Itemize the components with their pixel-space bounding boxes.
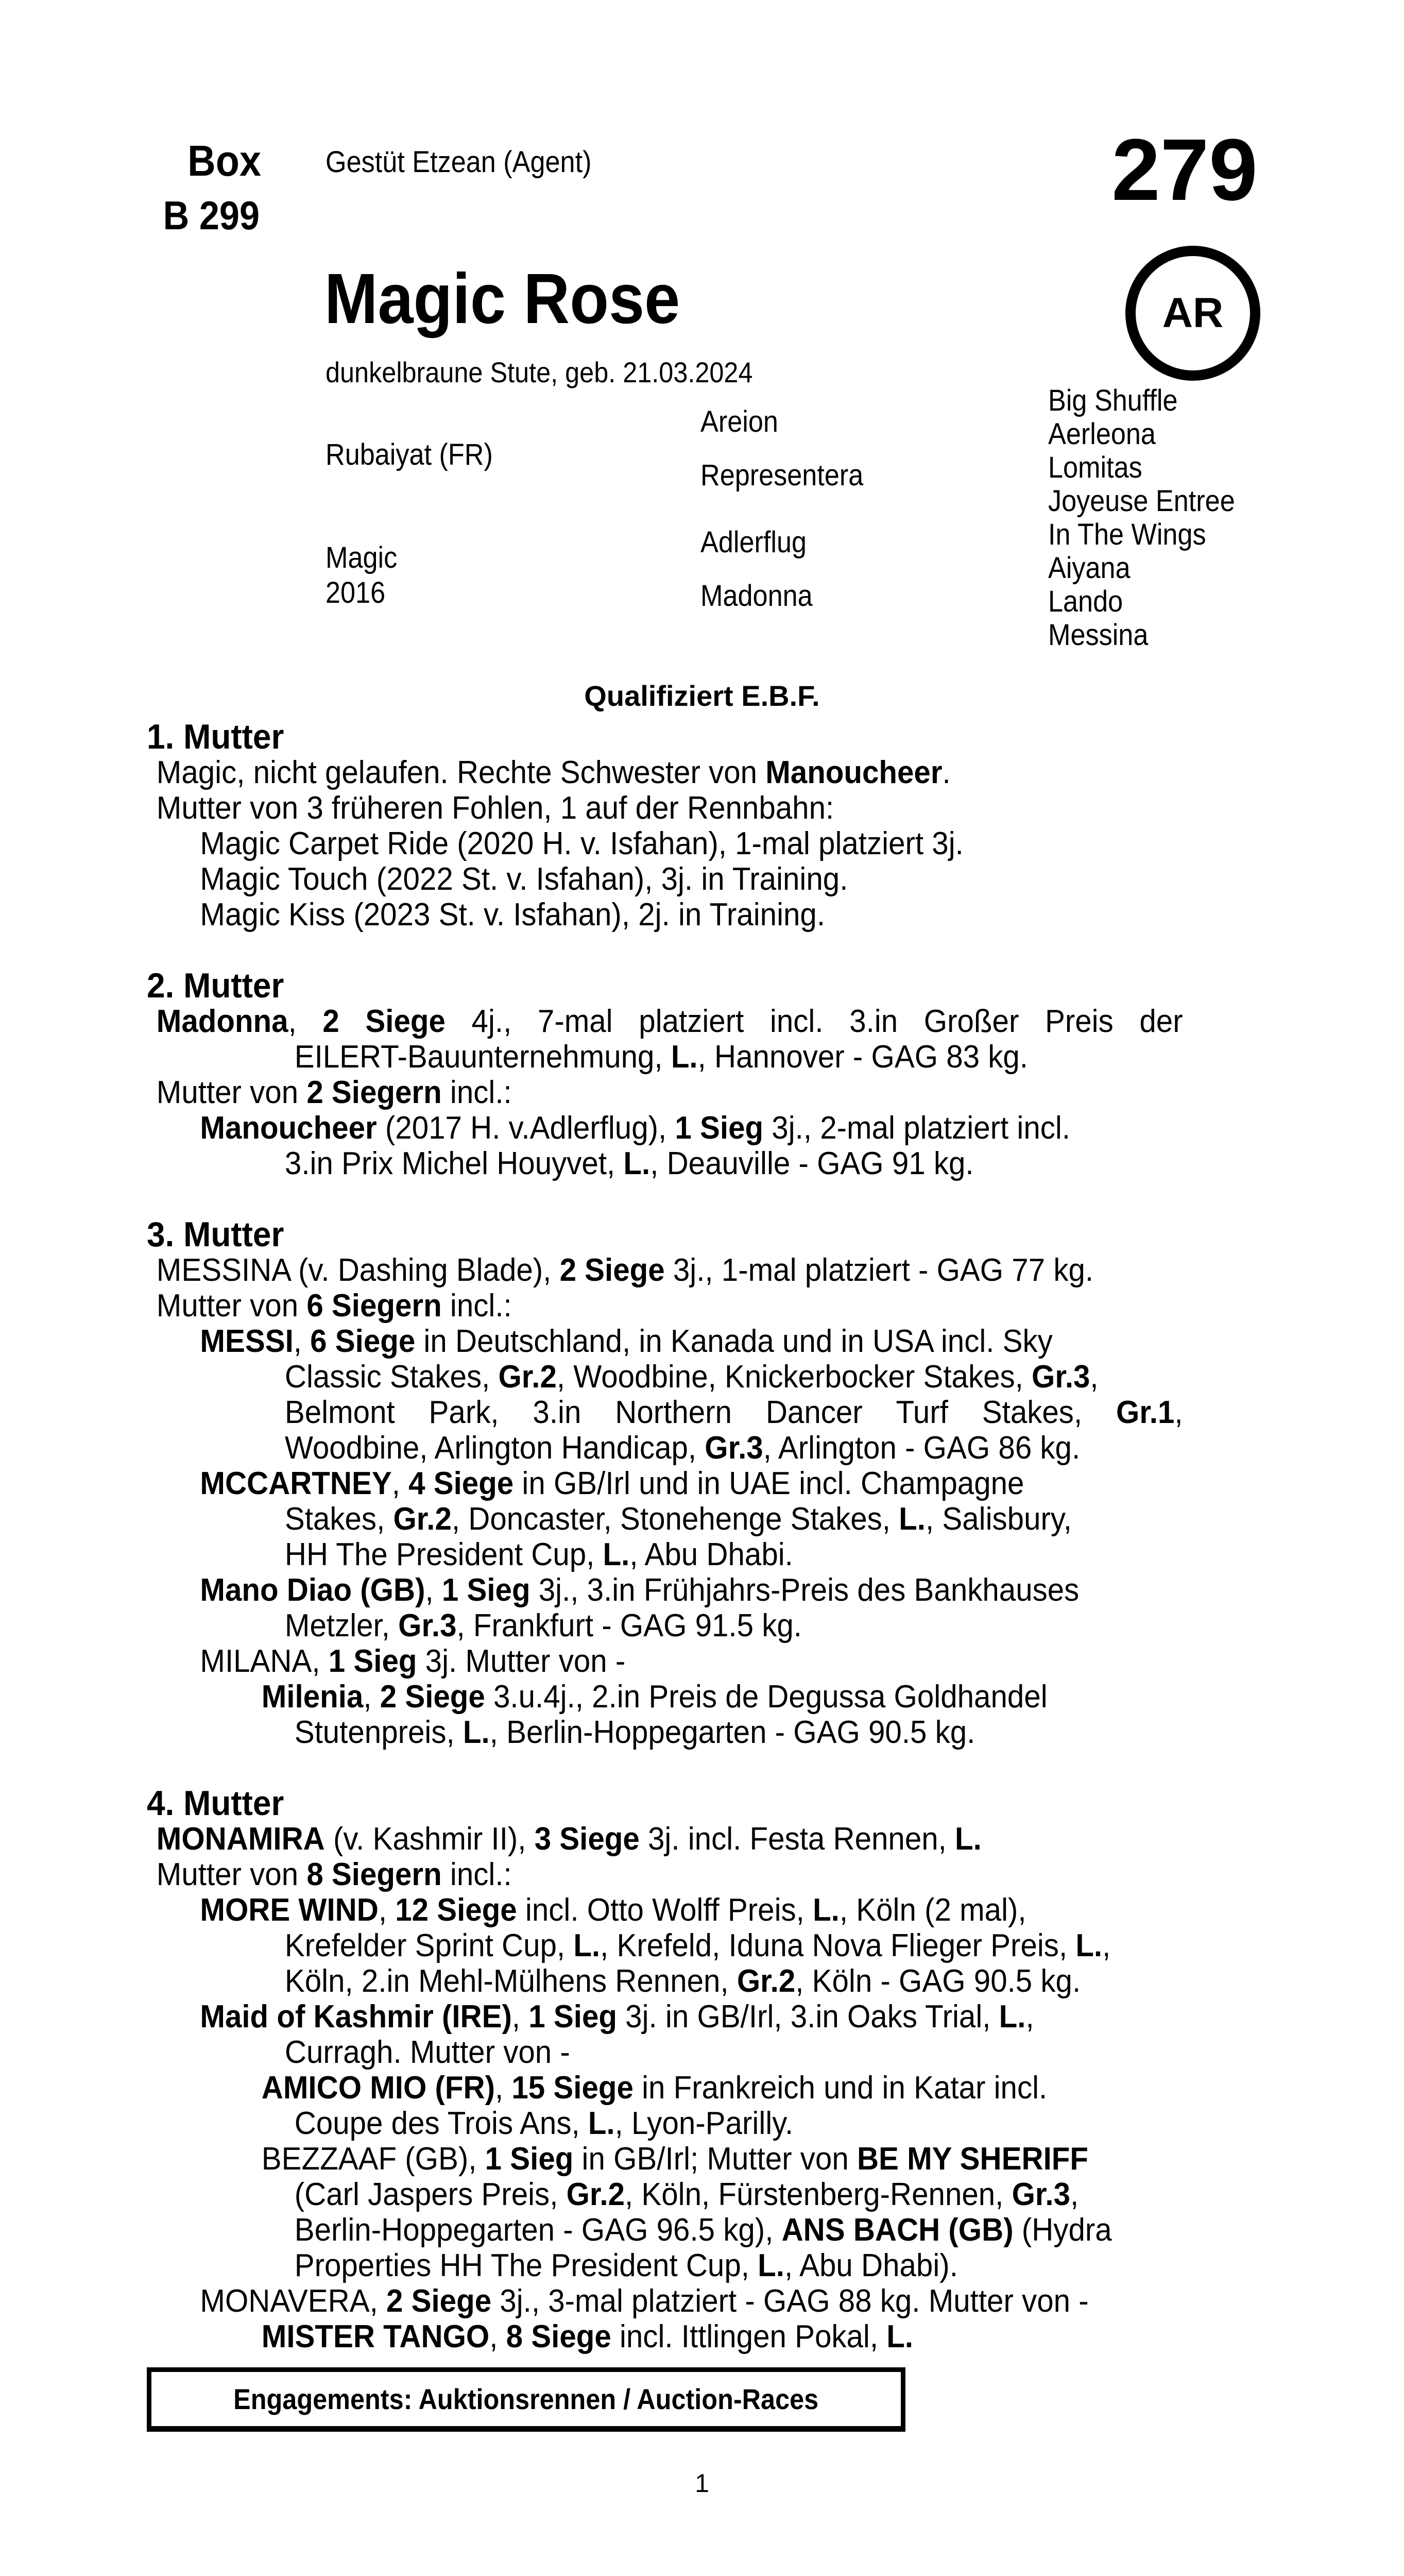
text-run: (v. Kashmir II), (324, 1821, 535, 1857)
bold-run: 1 Sieg (528, 1999, 617, 2035)
text-run: , Hannover - GAG 83 kg. (697, 1039, 1029, 1075)
pedigree-line (147, 2283, 1212, 2319)
pedigree-line (147, 897, 1212, 933)
text-run: (Hydra (1013, 2212, 1112, 2248)
line-text (157, 1004, 1183, 1039)
bold-run: Manoucheer (200, 1110, 377, 1146)
pedigree-grandparent: Representera (700, 459, 864, 492)
line-text (285, 1963, 1081, 1999)
pedigree-line (147, 826, 1212, 861)
text-run: , Salisbury, (925, 1501, 1072, 1537)
pedigree-great-grandparent: Big Shuffle (1048, 384, 1178, 417)
text-run: Coupe des Trois Ans, (294, 2106, 588, 2141)
pedigree-line (147, 1430, 1212, 1466)
line-text (262, 1679, 1048, 1715)
text-run: Stutenpreis, (294, 1715, 463, 1750)
line-text (157, 1857, 512, 1892)
line-text (285, 1146, 974, 1181)
text-run: Mutter von (156, 1288, 307, 1324)
text-run: (Carl Jaspers Preis, (294, 2177, 567, 2212)
text-run: EILERT-Bauunternehmung, (294, 1039, 671, 1075)
pedigree-line (147, 1821, 1212, 1857)
pedigree-grandparent: Adlerflug (700, 526, 807, 559)
pedigree-great-grandparent: Messina (1048, 618, 1149, 652)
box-label: Box (187, 137, 261, 185)
dam-section (147, 1785, 1280, 2354)
line-text (285, 1537, 793, 1572)
bold-run: 1 Sieg (441, 1572, 530, 1608)
pedigree-line (147, 2106, 1212, 2141)
pedigree-great-grandparent: Aerleona (1048, 417, 1156, 451)
female-family-sections (147, 719, 1280, 2389)
line-text (262, 2070, 1047, 2106)
pedigree-line (147, 1572, 1212, 1608)
text-run: Classic Stakes, (284, 1359, 499, 1395)
text-run: , (293, 1324, 311, 1359)
pedigree-line (147, 1288, 1212, 1324)
text-run: 3.u.4j., 2.in Preis de Degussa Goldhandel (485, 1679, 1048, 1715)
line-text (200, 1324, 1052, 1359)
line-text (285, 1608, 802, 1643)
bold-run: Manoucheer (765, 755, 943, 790)
line-text (200, 1466, 1024, 1501)
text-run: incl. Ittlingen Pokal, (611, 2319, 887, 2354)
line-text (157, 790, 834, 826)
bold-run: 2 Siegern (306, 1075, 442, 1110)
bold-run: MISTER TANGO (261, 2319, 490, 2354)
bold-run: Mano Diao (GB) (200, 1572, 425, 1608)
text-run: MESSINA (v. Dashing Blade), (156, 1252, 560, 1288)
text-run: Magic Kiss (2023 St. v. Isfahan), 2j. in Training. (200, 897, 826, 933)
pedigree-line (147, 1715, 1212, 1750)
bold-run: L. (463, 1715, 490, 1750)
text-run: incl.: (441, 1288, 512, 1324)
text-run: Properties HH The President Cup, (294, 2248, 758, 2283)
pedigree-great-grandparent: Lomitas (1048, 451, 1142, 484)
section-heading: 3. Mutter (147, 1215, 284, 1254)
line-text (200, 1572, 1079, 1608)
box-number: B 299 (163, 193, 260, 238)
bold-run: Gr.3 (398, 1608, 457, 1643)
line-text (200, 897, 825, 933)
lot-number: 279 (1111, 121, 1258, 219)
pedigree-line (147, 1146, 1212, 1181)
pedigree-line (147, 1324, 1212, 1359)
text-run: , Krefeld, Iduna Nova Flieger Preis, (600, 1928, 1076, 1963)
line-text (200, 1110, 1070, 1146)
pedigree-line (147, 1466, 1212, 1501)
text-run: Mutter von (156, 1075, 307, 1110)
bold-run: 15 Siege (511, 2070, 633, 2106)
bold-run: 6 Siegern (306, 1288, 442, 1324)
line-text (285, 1501, 1072, 1537)
line-text (200, 1999, 1034, 2035)
bold-run: 2 Siege (322, 1004, 446, 1039)
text-run: BEZZAAF (GB), (261, 2141, 485, 2177)
text-run: , (1174, 1395, 1183, 1430)
line-text (295, 1715, 975, 1750)
bold-run: L. (813, 1892, 840, 1928)
pedigree-line (147, 1075, 1212, 1110)
text-run: (2017 H. v.Adlerflug), (376, 1110, 675, 1146)
text-run: , Arlington - GAG 86 kg. (763, 1430, 1081, 1466)
bold-run: 1 Sieg (675, 1110, 764, 1146)
qualification-note: Qualifiziert E.B.F. (584, 680, 820, 712)
pedigree-line (147, 755, 1212, 790)
bold-run: 8 Siege (506, 2319, 611, 2354)
bold-run: 6 Siege (310, 1324, 416, 1359)
auction-race-badge-icon (1125, 246, 1260, 381)
bold-run: Milenia (261, 1679, 364, 1715)
text-run: Krefelder Sprint Cup, (284, 1928, 574, 1963)
text-run: Curragh. Mutter von - (284, 2035, 570, 2070)
dam-section (147, 1216, 1280, 1750)
text-run: incl.: (441, 1857, 512, 1892)
bold-run: L. (955, 1821, 982, 1857)
line-text (262, 2141, 1088, 2177)
text-run: Mutter von (156, 1857, 307, 1892)
line-text (200, 1643, 625, 1679)
pedigree-line (147, 1359, 1212, 1395)
line-text (200, 826, 963, 861)
pedigree-line (147, 1110, 1212, 1146)
pedigree-line (147, 2035, 1212, 2070)
text-run: , (511, 1999, 529, 2035)
pedigree-line (147, 1501, 1212, 1537)
bold-run: 12 Siege (395, 1892, 517, 1928)
text-run: , Lyon-Parilly. (614, 2106, 794, 2141)
pedigree-great-grandparent: Lando (1048, 585, 1123, 618)
section-heading: 2. Mutter (147, 966, 284, 1005)
line-text (262, 2319, 913, 2354)
text-run: , (1025, 1999, 1034, 2035)
text-run: Mutter von 3 früheren Fohlen, 1 auf der Rennbahn: (156, 790, 834, 826)
section-heading: 1. Mutter (147, 717, 284, 756)
bold-run: L. (1075, 1928, 1103, 1963)
pedigree-line (147, 2070, 1212, 2106)
text-run: , Köln (2 mal), (839, 1892, 1026, 1928)
bold-run: 1 Sieg (328, 1643, 417, 1679)
line-text (295, 2177, 1078, 2212)
bold-run: AMICO MIO (FR) (261, 2070, 495, 2106)
pedigree-line (147, 1004, 1212, 1039)
bold-run: L. (999, 1999, 1026, 2035)
text-run: 3j., 1-mal platziert - GAG 77 kg. (664, 1252, 1094, 1288)
text-run: in GB/Irl; Mutter von (573, 2141, 857, 2177)
bold-run: Gr.1 (1116, 1395, 1175, 1430)
text-run: , Köln, Fürstenberg-Rennen, (624, 2177, 1012, 2212)
agent-name: Gestüt Etzean (Agent) (326, 145, 592, 179)
pedigree-line (147, 1999, 1212, 2035)
pedigree-line (147, 1039, 1212, 1075)
text-run: , (288, 1004, 323, 1039)
bold-run: Gr.3 (1032, 1359, 1090, 1395)
text-run: , (489, 2319, 506, 2354)
line-text (157, 755, 951, 790)
text-run: , Woodbine, Knickerbocker Stakes, (556, 1359, 1032, 1395)
pedigree-great-grandparent: Joyeuse Entree (1048, 484, 1235, 518)
bold-run: Gr.2 (498, 1359, 557, 1395)
bold-run: 2 Siege (559, 1252, 665, 1288)
pedigree-line (147, 1857, 1212, 1892)
text-run: 3j. in GB/Irl, 3.in Oaks Trial, (617, 1999, 999, 2035)
text-run: Woodbine, Arlington Handicap, (284, 1430, 705, 1466)
text-run: Belmont Park, 3.in Northern Dancer Turf Stakes, (284, 1395, 1116, 1430)
text-run: , Berlin-Hoppegarten - GAG 90.5 kg. (489, 1715, 975, 1750)
line-text (285, 2035, 570, 2070)
engagements-label: Engagements: Auktionsrennen / Auction-Races (233, 2383, 819, 2415)
text-run: , (494, 2070, 512, 2106)
bold-run: 3 Siege (534, 1821, 640, 1857)
dam-section (147, 719, 1280, 933)
text-run: , (1102, 1928, 1111, 1963)
bold-run: Gr.2 (566, 2177, 625, 2212)
bold-run: MORE WIND (200, 1892, 379, 1928)
line-text (157, 1821, 982, 1857)
bold-run: MONAMIRA (156, 1821, 325, 1857)
pedigree-line (147, 1252, 1212, 1288)
bold-run: MESSI (200, 1324, 294, 1359)
bold-run: 2 Siege (380, 1679, 485, 1715)
bold-run: 4 Siege (408, 1466, 514, 1501)
line-text (285, 1928, 1110, 1963)
text-run: Köln, 2.in Mehl-Mülhens Rennen, (284, 1963, 737, 1999)
text-run: , Abu Dhabi). (784, 2248, 958, 2283)
text-run: , (391, 1466, 409, 1501)
line-text (200, 2283, 1088, 2319)
line-text (285, 1395, 1183, 1430)
text-run: 4j., 7-mal platziert incl. 3.in Großer Preis der (445, 1004, 1183, 1039)
bold-run: L. (573, 1928, 601, 1963)
line-text (200, 861, 848, 897)
text-run: , (378, 1892, 396, 1928)
line-text (295, 2248, 958, 2283)
bold-run: Gr.2 (737, 1963, 796, 1999)
text-run: 3j. incl. Festa Rennen, (639, 1821, 955, 1857)
horse-name: Magic Rose (324, 259, 680, 338)
line-text (200, 1892, 1026, 1928)
horse-description: dunkelbraune Stute, geb. 21.03.2024 (326, 356, 753, 388)
bold-run: Gr.3 (705, 1430, 763, 1466)
pedigree-line (147, 1608, 1212, 1643)
text-run: , Frankfurt - GAG 91.5 kg. (456, 1608, 802, 1643)
pedigree-sire: Rubaiyat (FR) (326, 438, 493, 471)
pedigree-line (147, 2248, 1212, 2283)
text-run: , Abu Dhabi. (629, 1537, 793, 1572)
line-text (295, 1039, 1028, 1075)
text-run: , (1090, 1359, 1099, 1395)
bold-run: L. (623, 1146, 650, 1181)
text-run: Metzler, (284, 1608, 399, 1643)
pedigree-great-grandparent: Aiyana (1048, 551, 1131, 585)
text-run: , (363, 1679, 380, 1715)
line-text (295, 2106, 794, 2141)
text-run: 3j., 3.in Frühjahrs-Preis des Bankhauses (530, 1572, 1080, 1608)
bold-run: Gr.3 (1012, 2177, 1070, 2212)
text-run: in Deutschland, in Kanada und in USA incl. Sky (415, 1324, 1053, 1359)
bold-run: L. (899, 1501, 926, 1537)
pedigree-dam: Magic (326, 541, 398, 574)
pedigree-grandparent: Madonna (700, 579, 813, 613)
pedigree-line (147, 2141, 1212, 2177)
pedigree-dam-year: 2016 (326, 576, 386, 609)
engagements-box (147, 2367, 905, 2432)
bold-run: Maid of Kashmir (IRE) (200, 1999, 512, 2035)
text-run: . (942, 755, 951, 790)
line-text (157, 1252, 1093, 1288)
text-run: Magic Touch (2022 St. v. Isfahan), 3j. in Training. (200, 861, 848, 897)
text-run: , (425, 1572, 442, 1608)
pedigree-grandparent: Areion (700, 405, 778, 438)
line-text (295, 2212, 1112, 2248)
pedigree-line (147, 2177, 1212, 2212)
text-run: Magic, nicht gelaufen. Rechte Schwester von (156, 755, 766, 790)
pedigree-line (147, 1679, 1212, 1715)
text-run: incl. Otto Wolff Preis, (517, 1892, 813, 1928)
badge-label: AR (1162, 290, 1224, 336)
bold-run: L. (671, 1039, 698, 1075)
pedigree-line (147, 861, 1212, 897)
text-run: 3.in Prix Michel Houyvet, (284, 1146, 624, 1181)
text-run: in Frankreich und in Katar incl. (633, 2070, 1048, 2106)
pedigree-line (147, 2212, 1212, 2248)
text-run: MONAVERA, (200, 2283, 387, 2319)
bold-run: 1 Sieg (485, 2141, 574, 2177)
bold-run: BE MY SHERIFF (857, 2141, 1088, 2177)
text-run: in GB/Irl und in UAE incl. Champagne (513, 1466, 1024, 1501)
text-run: , (1070, 2177, 1079, 2212)
bold-run: L. (886, 2319, 914, 2354)
line-text (157, 1075, 512, 1110)
pedigree-line (147, 790, 1212, 826)
dam-section (147, 968, 1280, 1181)
text-run: HH The President Cup, (284, 1537, 603, 1572)
bold-run: L. (588, 2106, 615, 2141)
section-heading: 4. Mutter (147, 1784, 284, 1823)
text-run: , Doncaster, Stonehenge Stakes, (451, 1501, 899, 1537)
pedigree-line (147, 1537, 1212, 1572)
bold-run: 8 Siegern (306, 1857, 442, 1892)
bold-run: ANS BACH (GB) (781, 2212, 1014, 2248)
line-text (157, 1288, 512, 1324)
line-text (285, 1359, 1099, 1395)
text-run: Stakes, (284, 1501, 393, 1537)
text-run: , Deauville - GAG 91 kg. (650, 1146, 974, 1181)
pedigree-great-grandparent: In The Wings (1048, 518, 1206, 551)
bold-run: 2 Siege (386, 2283, 492, 2319)
bold-run: L. (758, 2248, 784, 2283)
bold-run: Madonna (156, 1004, 288, 1039)
text-run: Berlin-Hoppegarten - GAG 96.5 kg), (294, 2212, 782, 2248)
text-run: , Köln - GAG 90.5 kg. (795, 1963, 1081, 1999)
bold-run: L. (603, 1537, 630, 1572)
pedigree-line (147, 1892, 1212, 1928)
pedigree-line (147, 2319, 1212, 2354)
text-run: 3j., 3-mal platziert - GAG 88 kg. Mutter von - (491, 2283, 1089, 2319)
text-run: 3j., 2-mal platziert incl. (763, 1110, 1071, 1146)
pedigree-line (147, 1643, 1212, 1679)
line-text (285, 1430, 1080, 1466)
pedigree-line (147, 1963, 1212, 1999)
pedigree-line (147, 1395, 1212, 1430)
text-run: 3j. Mutter von - (417, 1643, 626, 1679)
bold-run: MCCARTNEY (200, 1466, 392, 1501)
page-number: 1 (695, 2469, 709, 2498)
text-run: MILANA, (200, 1643, 329, 1679)
text-run: Magic Carpet Ride (2020 H. v. Isfahan), 1-mal platziert 3j. (200, 826, 964, 861)
pedigree-line (147, 1928, 1212, 1963)
bold-run: Gr.2 (393, 1501, 452, 1537)
text-run: incl.: (441, 1075, 512, 1110)
